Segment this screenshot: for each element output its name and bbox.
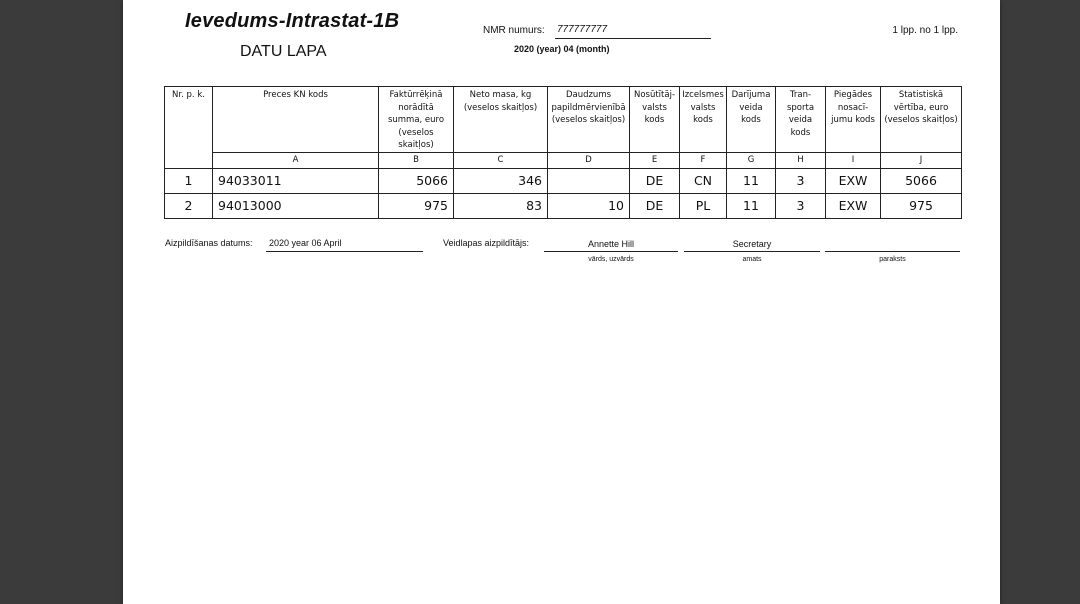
cell-origin-country: PL <box>680 193 727 218</box>
table-row <box>165 168 962 193</box>
cell-kn-code: 94033011 <box>213 168 379 193</box>
column-letter: A <box>213 152 379 168</box>
cell-nr: 2 <box>165 193 213 218</box>
column-letter: B <box>379 152 454 168</box>
document-page <box>123 0 1000 604</box>
cell-invoice-sum: 975 <box>379 193 454 218</box>
filler-position-underline <box>684 251 820 252</box>
column-letter: G <box>727 152 776 168</box>
cell-delivery-terms: EXW <box>826 168 881 193</box>
filler-signature-caption: paraksts <box>879 256 906 263</box>
table-header-row <box>165 87 962 153</box>
nmr-underline <box>555 38 711 39</box>
col-header-statistical-value: Statistiskā vērtība, euro (veselos skaitļos) <box>881 87 962 153</box>
column-letter: I <box>826 152 881 168</box>
col-header-invoice-sum: Faktūrrēķinā norādītā summa, euro (veselos skaitļos) <box>379 87 454 153</box>
cell-transport-mode: 3 <box>776 168 826 193</box>
table-letter-row <box>165 152 962 168</box>
column-letter: F <box>680 152 727 168</box>
filler-position-caption: amats <box>742 256 762 263</box>
cell-kn-code: 94013000 <box>213 193 379 218</box>
cell-nr: 1 <box>165 168 213 193</box>
col-header-transport-mode: Tran-sporta veida kods <box>776 87 826 153</box>
nmr-value: 777777777 <box>557 24 608 35</box>
page-counter: 1 lpp. no 1 lpp. <box>892 25 958 36</box>
col-header-transaction-type: Darījuma veida kods <box>727 87 776 153</box>
reporting-period: 2020 (year) 04 (month) <box>514 44 610 54</box>
column-letter: H <box>776 152 826 168</box>
form-title: Ievedums-Intrastat-1B <box>185 10 400 32</box>
col-header-net-mass: Neto masa, kg (veselos skaitļos) <box>454 87 548 153</box>
filler-name-underline <box>544 251 678 252</box>
cell-consignor-country: DE <box>630 193 680 218</box>
cell-statistical-value: 975 <box>881 193 962 218</box>
cell-delivery-terms: EXW <box>826 193 881 218</box>
filler-label: Veidlapas aizpildītājs: <box>443 238 530 248</box>
col-header-kn-code: Preces KN kods <box>213 87 379 153</box>
cell-transaction-type: 11 <box>727 193 776 218</box>
filler-name-caption: vārds, uzvārds <box>588 256 634 263</box>
cell-origin-country: CN <box>680 168 727 193</box>
cell-quantity <box>548 168 630 193</box>
filler-position-value: Secretary <box>732 239 772 249</box>
fill-date-value: 2020 year 06 April <box>269 238 342 248</box>
nmr-label: NMR numurs: <box>483 25 545 36</box>
cell-net-mass: 346 <box>454 168 548 193</box>
column-letter: J <box>881 152 962 168</box>
cell-statistical-value: 5066 <box>881 168 962 193</box>
form-subtitle: DATU LAPA <box>240 43 327 60</box>
col-header-quantity: Daudzums papildmērvienībā (veselos skaitļos) <box>548 87 630 153</box>
cell-invoice-sum: 5066 <box>379 168 454 193</box>
goods-table <box>164 86 962 219</box>
cell-consignor-country: DE <box>630 168 680 193</box>
col-header-origin-country: Izcelsmes valsts kods <box>680 87 727 153</box>
cell-transaction-type: 11 <box>727 168 776 193</box>
filler-signature-underline <box>825 251 960 252</box>
column-letter: E <box>630 152 680 168</box>
col-header-delivery-terms: Piegādes nosacī-jumu kods <box>826 87 881 153</box>
fill-date-label: Aizpildīšanas datums: <box>165 238 253 248</box>
cell-net-mass: 83 <box>454 193 548 218</box>
col-header-nr: Nr. p. k. <box>165 87 213 169</box>
fill-date-underline <box>266 251 423 252</box>
cell-quantity: 10 <box>548 193 630 218</box>
col-header-consignor-country: Nosūtītāj-valsts kods <box>630 87 680 153</box>
table-row <box>165 193 962 218</box>
column-letter: D <box>548 152 630 168</box>
column-letter: C <box>454 152 548 168</box>
filler-name-value: Annette Hill <box>587 239 635 249</box>
cell-transport-mode: 3 <box>776 193 826 218</box>
